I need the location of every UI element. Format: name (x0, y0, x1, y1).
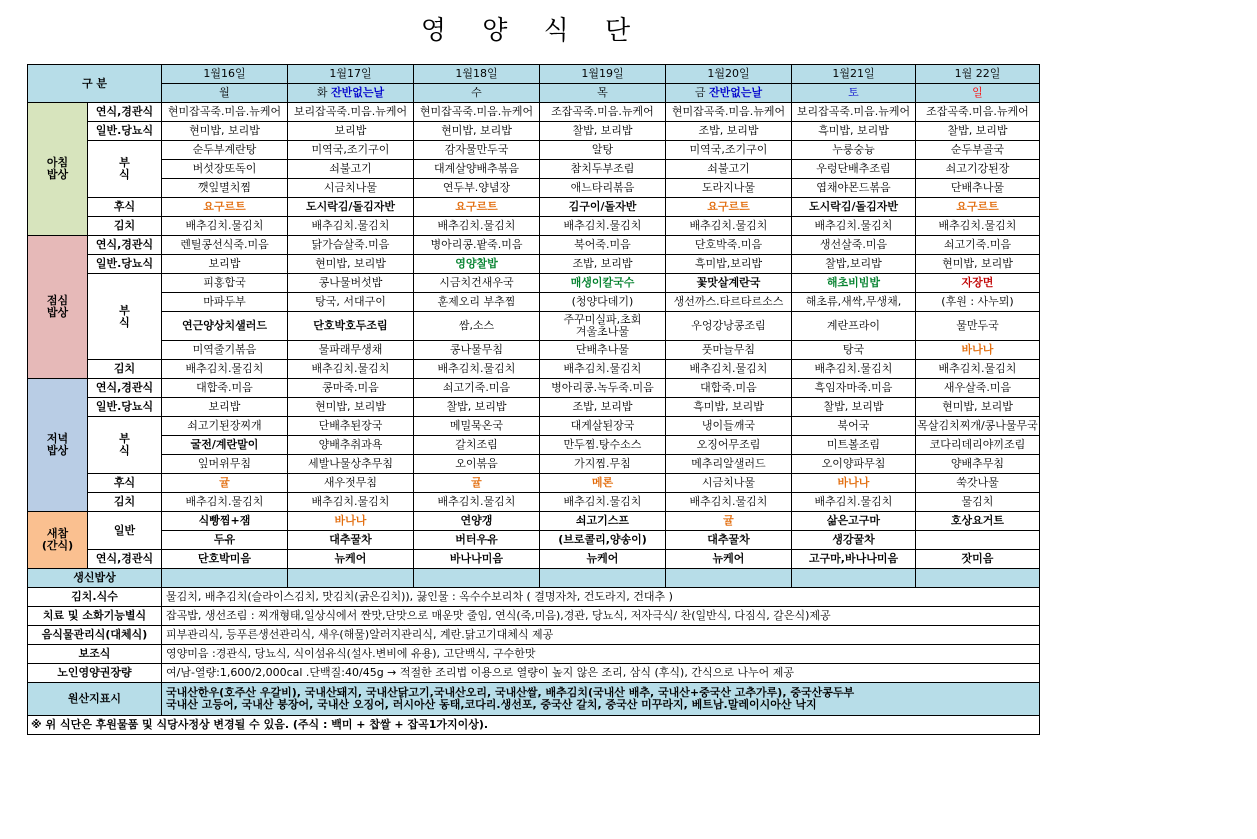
snack-yeonsik-cell: 잣미음 (916, 550, 1040, 569)
kimchi-label: 김치 (88, 493, 162, 512)
date-sun: 1월 22일 (916, 65, 1040, 84)
lunch-side-cell: 우엉강낭콩조림 (666, 312, 792, 341)
lunch-side-cell: 물파래무생채 (288, 341, 414, 360)
snack-yeonsik-cell: 뉴케어 (288, 550, 414, 569)
dinner-side-cell: 세발나물상추무침 (288, 455, 414, 474)
snack-yeonsik-cell: 고구마,바나나미음 (792, 550, 916, 569)
breakfast-side-cell: 감자물만두국 (414, 141, 540, 160)
breakfast-side-cell: 연두부.양념장 (414, 179, 540, 198)
lunch-kimchi-cell: 배추김치.물김치 (540, 360, 666, 379)
breakfast-kimchi-cell: 배추김치.물김치 (414, 217, 540, 236)
dinner-rice-cell: 조밥, 보리밥 (540, 398, 666, 417)
dinner-side-cell: 대게살된장국 (540, 417, 666, 436)
day-mon: 월 (162, 84, 288, 103)
dinner-side-cell: 미트볼조림 (792, 436, 916, 455)
dinner-kimchi-cell: 배추김치.물김치 (792, 493, 916, 512)
birthday-cell (916, 569, 1040, 588)
breakfast-rice-cell: 찰밥, 보리밥 (540, 122, 666, 141)
supplement-text: 영양미음 :경관식, 당뇨식, 식이섬유식(설사.변비에 유용), 고단백식, 구수한맛 (162, 645, 1040, 664)
breakfast-side-cell: 도라지나물 (666, 179, 792, 198)
dinner-side-cell: 오징어무조림 (666, 436, 792, 455)
breakfast-dessert-cell: 도시락김/돌김자반 (288, 198, 414, 217)
kimchi-water-label: 김치.식수 (28, 588, 162, 607)
dinner-side-cell: 갈치조림 (414, 436, 540, 455)
breakfast-kimchi-cell: 배추김치.물김치 (540, 217, 666, 236)
lunch-side-cell: 콩나물버섯밥 (288, 274, 414, 293)
breakfast-yeonsik-cell: 보리잡곡죽.미음.뉴케어 (288, 103, 414, 122)
snack-yeonsik-cell: 뉴케어 (666, 550, 792, 569)
dinner-yeonsik-cell: 대합죽.미음 (666, 379, 792, 398)
breakfast-side-cell: 미역국,조기구이 (288, 141, 414, 160)
dinner-side-cell: 굴전/계란말이 (162, 436, 288, 455)
breakfast-rice-cell: 찰밥, 보리밥 (916, 122, 1040, 141)
lunch-side-cell: 주꾸미실파,초회 겨울초나물 (540, 312, 666, 341)
kimchi-label: 김치 (88, 360, 162, 379)
yeonsik-label: 연식,경관식 (88, 103, 162, 122)
lunch-side-cell: 해초류,새싹,무생채, (792, 293, 916, 312)
lunch-side-cell: 계란프라이 (792, 312, 916, 341)
breakfast-dessert-cell: 요구르트 (916, 198, 1040, 217)
day-sun: 일 (916, 84, 1040, 103)
lunch-kimchi-cell: 배추김치.물김치 (916, 360, 1040, 379)
lunch-side-cell: 해초비빔밥 (792, 274, 916, 293)
dessert-label: 후식 (88, 474, 162, 493)
breakfast-label: 아침 밥상 (28, 103, 88, 236)
lunch-side-cell: 쌈,소스 (414, 312, 540, 341)
breakfast-dessert-cell: 요구르트 (162, 198, 288, 217)
breakfast-dessert-cell: 김구이/돌자반 (540, 198, 666, 217)
day-tue: 화 잔반없는날 (288, 84, 414, 103)
lunch-side-cell: 물만두국 (916, 312, 1040, 341)
lunch-rice-cell: 현미밥, 보리밥 (288, 255, 414, 274)
snack-cell: 버터우유 (414, 531, 540, 550)
lunch-rice-cell: 흑미밥,보리밥 (666, 255, 792, 274)
dinner-yeonsik-cell: 새우살죽.미음 (916, 379, 1040, 398)
breakfast-side-cell: 미역국,조기구이 (666, 141, 792, 160)
breakfast-side-cell: 버섯장또독이 (162, 160, 288, 179)
snack-yeonsik-cell: 바나나미음 (414, 550, 540, 569)
lunch-side-cell: 미역줄기볶음 (162, 341, 288, 360)
page-title: 영 양 식 단 (420, 16, 645, 46)
allergy-text: 피부관리식, 등푸른생선관리식, 새우(해물)알러지관리식, 계란.닭고기대체식 제공 (162, 626, 1040, 645)
birthday-cell (288, 569, 414, 588)
menu-table (27, 64, 1040, 735)
snack-cell: 대추꿀차 (666, 531, 792, 550)
lunch-side-cell: 바나나 (916, 341, 1040, 360)
snack-yeonsik-cell: 단호박미음 (162, 550, 288, 569)
breakfast-side-cell: 애느타리볶음 (540, 179, 666, 198)
lunch-yeonsik-cell: 렌틸콩선식죽.미음 (162, 236, 288, 255)
birthday-cell (540, 569, 666, 588)
snack-cell: 대추꿀차 (288, 531, 414, 550)
dinner-side-cell: 코다리데리야끼조림 (916, 436, 1040, 455)
breakfast-kimchi-cell: 배추김치.물김치 (162, 217, 288, 236)
day-wed: 수 (414, 84, 540, 103)
lunch-yeonsik-cell: 북어죽.미음 (540, 236, 666, 255)
lunch-kimchi-cell: 배추김치.물김치 (288, 360, 414, 379)
breakfast-yeonsik-cell: 현미잡곡죽.미음.뉴케어 (666, 103, 792, 122)
lunch-yeonsik-cell: 쇠고기죽.미음 (916, 236, 1040, 255)
birthday-cell (666, 569, 792, 588)
dinner-yeonsik-cell: 흑임자마죽.미음 (792, 379, 916, 398)
lunch-side-cell: 훈제오리 부추찜 (414, 293, 540, 312)
birthday-cell (792, 569, 916, 588)
snack-cell: (브로콜리,양송이) (540, 531, 666, 550)
lunch-label: 점심 밥상 (28, 236, 88, 379)
ilban-label: 일반.당뇨식 (88, 255, 162, 274)
breakfast-dessert-cell: 요구르트 (666, 198, 792, 217)
snack-cell (916, 531, 1040, 550)
elderly-text: 여/남-열량:1,600/2,000cal .단백질:40/45g → 적절한 조리법 이용으로 열량이 높지 않은 조리, 삼식 (후식), 간식으로 나누어 제공 (162, 664, 1040, 683)
dinner-side-cell: 오이양파무침 (792, 455, 916, 474)
dinner-side-cell: 만두찜.탕수소스 (540, 436, 666, 455)
dinner-kimchi-cell: 배추김치.물김치 (162, 493, 288, 512)
breakfast-side-cell: 엽채야몬드볶음 (792, 179, 916, 198)
breakfast-rice-cell: 현미밥, 보리밥 (414, 122, 540, 141)
origin-label: 원산지표시 (28, 683, 162, 716)
lunch-side-cell: 탕국 (792, 341, 916, 360)
origin-text: 국내산한우(호주산 우갈비), 국내산돼지, 국내산닭고기,국내산오리, 국내산쌀, 배추김치(국내산 배추, 국내산+중국산 고추가루), 중국산콩두부 국내산 고등어, 국내산 붕장어, 국내산 오징어, 러시아산 동태,코다리.생선포, 중국산 갈치, 중국산 미꾸라지, 베트남.말레이시아산 낙지 (162, 683, 1040, 716)
snack-cell: 삶은고구마 (792, 512, 916, 531)
ilban-label: 일반.당뇨식 (88, 398, 162, 417)
dinner-side-cell: 목살김치찌개/콩나물무국 (916, 417, 1040, 436)
lunch-kimchi-cell: 배추김치.물김치 (792, 360, 916, 379)
date-sat: 1월21일 (792, 65, 916, 84)
date-fri: 1월20일 (666, 65, 792, 84)
day-sat: 토 (792, 84, 916, 103)
breakfast-side-cell: 순두부골국 (916, 141, 1040, 160)
ilban-snack-label: 일반 (88, 512, 162, 550)
breakfast-rice-cell: 현미밥, 보리밥 (162, 122, 288, 141)
dinner-yeonsik-cell: 병아리콩.녹두죽.미음 (540, 379, 666, 398)
dinner-side-cell: 메추리알샐러드 (666, 455, 792, 474)
dinner-side-cell: 양배추취과욕 (288, 436, 414, 455)
lunch-side-cell: 풋마늘무침 (666, 341, 792, 360)
breakfast-side-cell: 시금치나물 (288, 179, 414, 198)
breakfast-side-cell: 참치두부조림 (540, 160, 666, 179)
snack-label: 새참 (간식) (28, 512, 88, 569)
lunch-kimchi-cell: 배추김치.물김치 (414, 360, 540, 379)
date-tue: 1월17일 (288, 65, 414, 84)
dinner-rice-cell: 현미밥, 보리밥 (916, 398, 1040, 417)
dinner-side-cell: 양배추무침 (916, 455, 1040, 474)
lunch-kimchi-cell: 배추김치.물김치 (162, 360, 288, 379)
snack-cell: 바나나 (288, 512, 414, 531)
dinner-side-cell: 쇠고기된장찌개 (162, 417, 288, 436)
dinner-yeonsik-cell: 대합죽.미음 (162, 379, 288, 398)
snack-cell: 호상요거트 (916, 512, 1040, 531)
lunch-yeonsik-cell: 단호박죽.미음 (666, 236, 792, 255)
dinner-kimchi-cell: 배추김치.물김치 (666, 493, 792, 512)
no-leftover-badge: 잔반없는날 (709, 86, 763, 99)
lunch-rice-cell: 현미밥, 보리밥 (916, 255, 1040, 274)
dinner-kimchi-cell: 배추김치.물김치 (414, 493, 540, 512)
lunch-side-cell: 단호박호두조림 (288, 312, 414, 341)
lunch-kimchi-cell: 배추김치.물김치 (666, 360, 792, 379)
dinner-rice-cell: 찰밥, 보리밥 (792, 398, 916, 417)
yeonsik-label: 연식,경관식 (88, 236, 162, 255)
snack-cell: 귤 (666, 512, 792, 531)
dinner-side-cell: 단배추된장국 (288, 417, 414, 436)
kimchi-label: 김치 (88, 217, 162, 236)
dinner-label: 저녁 밥상 (28, 379, 88, 512)
lunch-side-cell: (후원 : 사누뫼) (916, 293, 1040, 312)
dinner-dessert-cell: 귤 (414, 474, 540, 493)
dinner-rice-cell: 흑미밥, 보리밥 (666, 398, 792, 417)
date-wed: 1월18일 (414, 65, 540, 84)
lunch-side-cell: 피홍합국 (162, 274, 288, 293)
breakfast-side-cell: 우렁단배추조림 (792, 160, 916, 179)
dinner-side-cell: 냉이들깨국 (666, 417, 792, 436)
day-fri: 금 잔반없는날 (666, 84, 792, 103)
dinner-side-cell: 메밀묵온국 (414, 417, 540, 436)
birthday-cell (162, 569, 288, 588)
birthday-cell (414, 569, 540, 588)
dinner-rice-cell: 보리밥 (162, 398, 288, 417)
dinner-yeonsik-cell: 콩마죽.미음 (288, 379, 414, 398)
snack-cell: 쇠고기스프 (540, 512, 666, 531)
no-leftover-badge: 잔반없는날 (331, 86, 385, 99)
lunch-side-cell: 시금치건새우국 (414, 274, 540, 293)
notice-text: ※ 위 식단은 후원물품 및 식당사정상 변경될 수 있음. (주식 : 백미 + 찹쌀 + 잡곡1가지이상). (28, 716, 1040, 735)
lunch-yeonsik-cell: 병아리콩.팥죽.미음 (414, 236, 540, 255)
side-label: 부 식 (88, 417, 162, 474)
breakfast-side-cell: 단배추나물 (916, 179, 1040, 198)
dinner-side-cell: 잎머위무침 (162, 455, 288, 474)
breakfast-rice-cell: 보리밥 (288, 122, 414, 141)
lunch-side-cell: 단배추나물 (540, 341, 666, 360)
breakfast-yeonsik-cell: 보리잡곡죽.미음.뉴케어 (792, 103, 916, 122)
dinner-rice-cell: 현미밥, 보리밥 (288, 398, 414, 417)
lunch-rice-cell: 보리밥 (162, 255, 288, 274)
lunch-rice-cell: 찰밥,보리밥 (792, 255, 916, 274)
lunch-side-cell: 꽃맛살계란국 (666, 274, 792, 293)
supplement-label: 보조식 (28, 645, 162, 664)
dinner-dessert-cell: 쑥갓나물 (916, 474, 1040, 493)
snack-cell: 식빵찜+잼 (162, 512, 288, 531)
breakfast-kimchi-cell: 배추김치.물김치 (792, 217, 916, 236)
dinner-kimchi-cell: 배추김치.물김치 (540, 493, 666, 512)
lunch-yeonsik-cell: 닭가슴살죽.미음 (288, 236, 414, 255)
lunch-side-cell: 연근양상치샐러드 (162, 312, 288, 341)
snack-yeonsik-cell: 뉴케어 (540, 550, 666, 569)
date-mon: 1월16일 (162, 65, 288, 84)
breakfast-yeonsik-cell: 조잡곡죽.미음.뉴케어 (916, 103, 1040, 122)
dinner-side-cell: 가지찜.무침 (540, 455, 666, 474)
allergy-label: 음식물관리식(대체식) (28, 626, 162, 645)
snack-cell: 연양갱 (414, 512, 540, 531)
therapy-text: 잡곡밥, 생선조림 : 찌개형태,일상식에서 짠맛,단맛으로 매운맛 줄임, 연식(죽,미음),경관, 당뇨식, 저자극식/ 찬(일반식, 다짐식, 갈은식)제공 (162, 607, 1040, 626)
breakfast-kimchi-cell: 배추김치.물김치 (916, 217, 1040, 236)
dinner-dessert-cell: 메론 (540, 474, 666, 493)
dinner-dessert-cell: 귤 (162, 474, 288, 493)
therapy-label: 치료 및 소화기능별식 (28, 607, 162, 626)
dinner-dessert-cell: 바나나 (792, 474, 916, 493)
lunch-side-cell: 생선까스.타르타르소스 (666, 293, 792, 312)
date-thu: 1월19일 (540, 65, 666, 84)
breakfast-rice-cell: 흑미밥, 보리밥 (792, 122, 916, 141)
breakfast-kimchi-cell: 배추김치.물김치 (666, 217, 792, 236)
lunch-side-cell: 마파두부 (162, 293, 288, 312)
elderly-label: 노인영양권장량 (28, 664, 162, 683)
breakfast-side-cell: 누룽숭늉 (792, 141, 916, 160)
breakfast-dessert-cell: 요구르트 (414, 198, 540, 217)
header-label: 구 분 (28, 65, 162, 103)
breakfast-side-cell: 쇠불고기 (288, 160, 414, 179)
lunch-side-cell: 자장면 (916, 274, 1040, 293)
dinner-dessert-cell: 시금치나물 (666, 474, 792, 493)
lunch-side-cell: 매생이칼국수 (540, 274, 666, 293)
dinner-side-cell: 북어국 (792, 417, 916, 436)
breakfast-kimchi-cell: 배추김치.물김치 (288, 217, 414, 236)
lunch-rice-cell: 조밥, 보리밥 (540, 255, 666, 274)
breakfast-side-cell: 알탕 (540, 141, 666, 160)
dinner-side-cell: 오이볶음 (414, 455, 540, 474)
dinner-dessert-cell: 새우젓무침 (288, 474, 414, 493)
birthday-label: 생신밥상 (28, 569, 162, 588)
day-thu: 목 (540, 84, 666, 103)
breakfast-rice-cell: 조밥, 보리밥 (666, 122, 792, 141)
yeonsik-label: 연식,경관식 (88, 379, 162, 398)
breakfast-yeonsik-cell: 현미잡곡죽.미음.뉴케어 (162, 103, 288, 122)
breakfast-yeonsik-cell: 현미잡곡죽.미음.뉴케어 (414, 103, 540, 122)
breakfast-side-cell: 쇠불고기 (666, 160, 792, 179)
yeonsik-label: 연식,경관식 (88, 550, 162, 569)
dinner-kimchi-cell: 배추김치.물김치 (288, 493, 414, 512)
snack-cell: 생강꿀차 (792, 531, 916, 550)
breakfast-side-cell: 깻잎멸치찜 (162, 179, 288, 198)
ilban-label: 일반.당뇨식 (88, 122, 162, 141)
dinner-rice-cell: 찰밥, 보리밥 (414, 398, 540, 417)
lunch-side-cell: 콩나물무침 (414, 341, 540, 360)
dessert-label: 후식 (88, 198, 162, 217)
breakfast-yeonsik-cell: 조잡곡죽.미음.뉴케어 (540, 103, 666, 122)
dinner-kimchi-cell: 물김치 (916, 493, 1040, 512)
lunch-side-cell: 탕국, 서대구이 (288, 293, 414, 312)
lunch-yeonsik-cell: 생선살죽.미음 (792, 236, 916, 255)
dinner-yeonsik-cell: 쇠고기죽.미음 (414, 379, 540, 398)
side-label: 부 식 (88, 141, 162, 198)
side-label: 부 식 (88, 274, 162, 360)
lunch-rice-cell: 영양찰밥 (414, 255, 540, 274)
breakfast-side-cell: 순두부계란탕 (162, 141, 288, 160)
kimchi-water-text: 물김치, 배추김치(슬라이스김치, 맛김치(굵은김치)), 끓인물 : 옥수수보리차 ( 결명자차, 건도라지, 건대추 ) (162, 588, 1040, 607)
breakfast-dessert-cell: 도시락김/돌김자반 (792, 198, 916, 217)
breakfast-side-cell: 대계살양배추볶음 (414, 160, 540, 179)
lunch-side-cell: (청양다데기) (540, 293, 666, 312)
breakfast-side-cell: 쇠고기강된장 (916, 160, 1040, 179)
snack-cell: 두유 (162, 531, 288, 550)
